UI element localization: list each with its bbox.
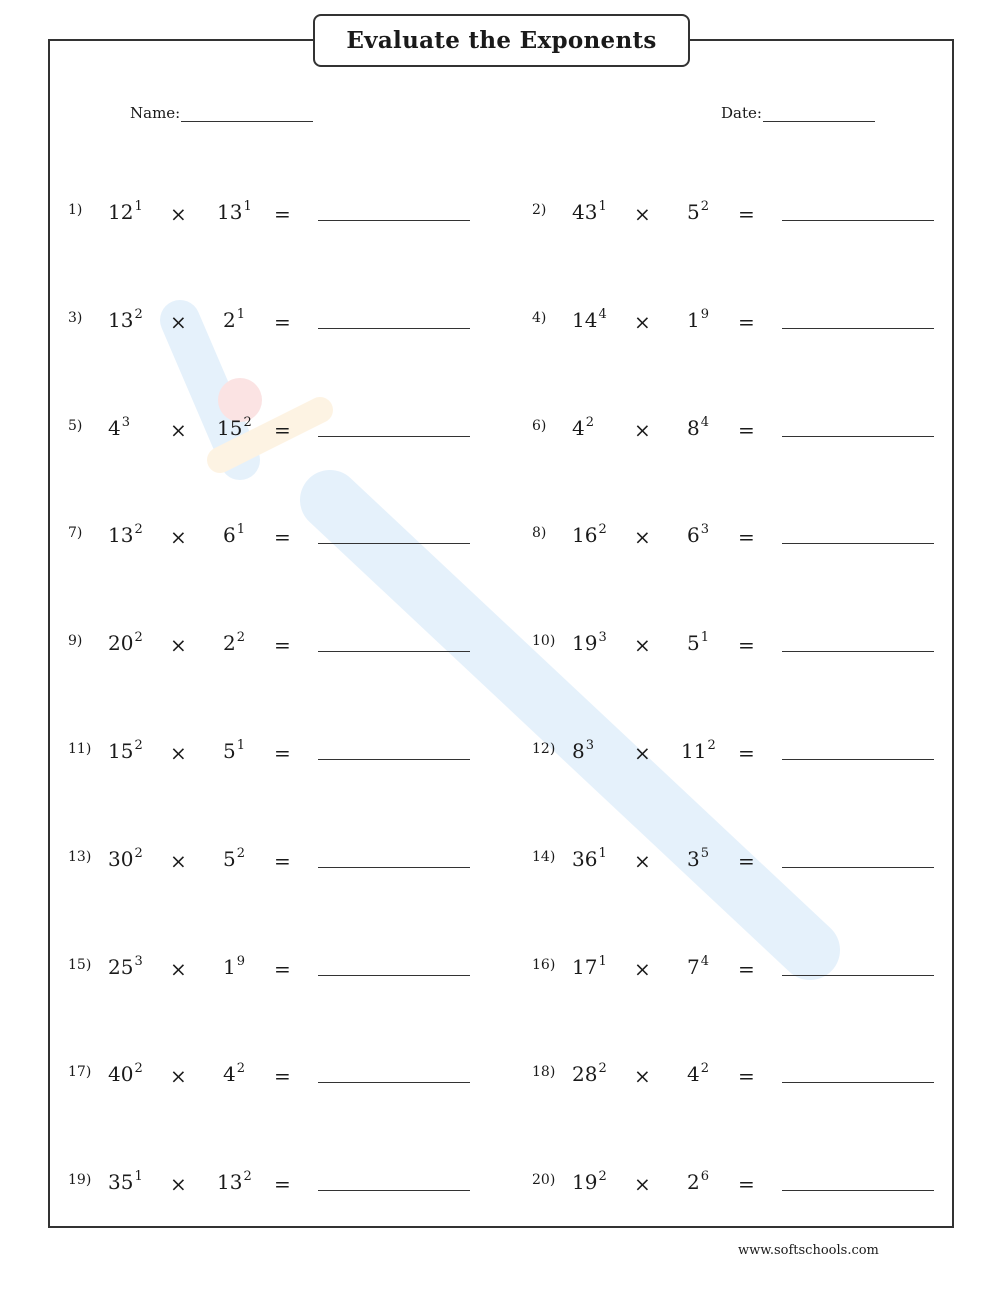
name-input-line[interactable] <box>181 107 313 122</box>
equals-sign: = <box>274 1172 291 1197</box>
answer-line[interactable] <box>318 306 470 329</box>
second-term: $5^2$ <box>223 845 246 871</box>
equals-sign: = <box>274 741 291 765</box>
problem-number: 4) <box>532 309 547 326</box>
second-term: $5^1$ <box>687 630 710 656</box>
problem-7 <box>68 515 498 555</box>
second-term: $11^2$ <box>681 738 716 763</box>
times-sign: × <box>170 202 187 226</box>
second-exponent: 5 <box>700 845 710 861</box>
times-sign: × <box>170 956 187 981</box>
second-exponent: 2 <box>243 414 252 430</box>
first-term: $19^3$ <box>572 630 607 656</box>
problem-2 <box>532 192 962 232</box>
answer-line[interactable] <box>318 737 470 760</box>
equals-sign: = <box>274 525 291 550</box>
equals-sign: = <box>738 741 755 765</box>
second-exponent: 4 <box>700 414 710 430</box>
times-sign: × <box>170 417 187 442</box>
problem-number: 1) <box>68 202 83 218</box>
first-exponent: 3 <box>585 738 595 753</box>
problem-number: 18) <box>532 1064 556 1081</box>
problem-16 <box>532 947 962 987</box>
second-term: $2^6$ <box>687 1169 710 1195</box>
answer-line[interactable] <box>782 306 934 329</box>
second-exponent: 1 <box>243 199 252 214</box>
problem-number: 17) <box>68 1064 92 1081</box>
first-term: $8^3$ <box>572 738 595 763</box>
times-sign: × <box>170 309 187 334</box>
first-exponent: 2 <box>585 414 595 430</box>
second-exponent: 2 <box>236 630 246 646</box>
first-exponent: 2 <box>134 845 143 861</box>
answer-line[interactable] <box>782 198 934 221</box>
name-field <box>130 104 313 122</box>
problem-19 <box>68 1162 498 1202</box>
answer-line[interactable] <box>318 1168 470 1191</box>
first-exponent: 3 <box>134 953 143 969</box>
first-exponent: 2 <box>134 306 143 322</box>
equals-sign: = <box>738 848 755 873</box>
times-sign: × <box>170 848 187 873</box>
first-term: $16^2$ <box>572 522 607 548</box>
problem-number: 13) <box>68 848 92 865</box>
answer-line[interactable] <box>782 1168 934 1191</box>
second-term: $6^3$ <box>687 522 710 548</box>
second-term: $15^2$ <box>217 414 252 440</box>
equals-sign: = <box>738 417 755 442</box>
second-exponent: 9 <box>236 953 246 969</box>
problem-12 <box>532 731 962 771</box>
date-input-line[interactable] <box>763 107 875 122</box>
problem-20 <box>532 1162 962 1202</box>
problem-number: 16) <box>532 956 556 973</box>
problem-number: 19) <box>68 1172 92 1189</box>
answer-line[interactable] <box>782 737 934 760</box>
times-sign: × <box>170 1064 187 1089</box>
times-sign: × <box>634 848 651 873</box>
problem-number: 7) <box>68 525 83 542</box>
equals-sign: = <box>274 956 291 981</box>
first-exponent: 2 <box>134 630 143 646</box>
answer-line[interactable] <box>782 414 934 437</box>
first-term: $13^2$ <box>108 522 143 548</box>
first-exponent: 2 <box>134 1061 143 1077</box>
answer-line[interactable] <box>318 953 470 976</box>
times-sign: × <box>634 525 651 550</box>
answer-line[interactable] <box>782 845 934 868</box>
problem-number: 15) <box>68 956 92 973</box>
equals-sign: = <box>738 1172 755 1197</box>
second-term: $6^1$ <box>223 522 246 548</box>
second-exponent: 4 <box>700 953 710 969</box>
problem-number: 12) <box>532 741 556 757</box>
first-term: $28^2$ <box>572 1061 607 1087</box>
problem-number: 2) <box>532 202 547 218</box>
equals-sign: = <box>274 1064 291 1089</box>
second-term: $2^1$ <box>223 306 246 332</box>
answer-line[interactable] <box>318 414 470 437</box>
second-exponent: 2 <box>243 1169 252 1185</box>
worksheet-title: Evaluate the Exponents <box>313 14 690 67</box>
times-sign: × <box>170 741 187 765</box>
first-exponent: 1 <box>134 1169 143 1185</box>
second-exponent: 2 <box>700 199 710 214</box>
second-term: $4^2$ <box>223 1061 246 1087</box>
second-term: $8^4$ <box>687 414 710 440</box>
first-term: $12^1$ <box>108 199 143 224</box>
answer-line[interactable] <box>782 521 934 544</box>
problem-number: 8) <box>532 525 547 542</box>
second-exponent: 2 <box>236 845 246 861</box>
problem-14 <box>532 839 962 879</box>
times-sign: × <box>634 1064 651 1089</box>
equals-sign: = <box>274 417 291 442</box>
times-sign: × <box>634 202 651 226</box>
first-exponent: 2 <box>598 1169 607 1185</box>
problem-number: 11) <box>68 741 92 757</box>
first-exponent: 2 <box>598 522 607 538</box>
footer-url: www.softschools.com <box>738 1243 879 1258</box>
first-term: $35^1$ <box>108 1169 143 1195</box>
equals-sign: = <box>738 202 755 226</box>
times-sign: × <box>170 633 187 658</box>
times-sign: × <box>634 956 651 981</box>
first-exponent: 2 <box>598 1061 607 1077</box>
second-exponent: 9 <box>700 306 710 322</box>
problem-18 <box>532 1054 962 1094</box>
first-exponent: 1 <box>598 199 607 214</box>
problem-3 <box>68 300 498 340</box>
problem-10 <box>532 623 962 663</box>
second-exponent: 1 <box>236 738 246 753</box>
problem-number: 3) <box>68 309 83 326</box>
equals-sign: = <box>274 633 291 658</box>
second-term: $3^5$ <box>687 845 710 871</box>
answer-line[interactable] <box>782 953 934 976</box>
equals-sign: = <box>738 956 755 981</box>
second-term: $2^2$ <box>223 630 246 656</box>
first-term: $30^2$ <box>108 845 143 871</box>
first-term: $40^2$ <box>108 1061 143 1087</box>
problem-17 <box>68 1054 498 1094</box>
second-term: $13^1$ <box>217 199 252 224</box>
first-term: $4^3$ <box>108 414 131 440</box>
answer-line[interactable] <box>318 629 470 652</box>
times-sign: × <box>634 633 651 658</box>
first-exponent: 1 <box>134 199 143 214</box>
second-exponent: 1 <box>700 630 710 646</box>
equals-sign: = <box>274 202 291 226</box>
date-label: Date: <box>721 104 762 122</box>
times-sign: × <box>170 1172 187 1197</box>
first-term: $4^2$ <box>572 414 595 440</box>
problem-number: 5) <box>68 417 83 434</box>
equals-sign: = <box>738 633 755 658</box>
first-term: $15^2$ <box>108 738 143 763</box>
first-exponent: 4 <box>598 306 607 322</box>
answer-line[interactable] <box>782 1060 934 1083</box>
first-exponent: 1 <box>598 845 607 861</box>
first-exponent: 1 <box>598 953 607 969</box>
answer-line[interactable] <box>318 845 470 868</box>
problem-11 <box>68 731 498 771</box>
first-term: $43^1$ <box>572 199 607 224</box>
times-sign: × <box>170 525 187 550</box>
second-term: $4^2$ <box>687 1061 710 1087</box>
first-term: $20^2$ <box>108 630 143 656</box>
problem-15 <box>68 947 498 987</box>
problem-number: 6) <box>532 417 547 434</box>
first-term: $13^2$ <box>108 306 143 332</box>
first-exponent: 3 <box>121 414 131 430</box>
second-term: $1^9$ <box>223 953 246 979</box>
problem-5 <box>68 408 498 448</box>
second-exponent: 6 <box>700 1169 710 1185</box>
second-term: $7^4$ <box>687 953 710 979</box>
answer-line[interactable] <box>318 198 470 221</box>
equals-sign: = <box>274 848 291 873</box>
times-sign: × <box>634 1172 651 1197</box>
name-label: Name: <box>130 104 181 122</box>
first-exponent: 2 <box>134 738 143 753</box>
first-term: $25^3$ <box>108 953 143 979</box>
first-exponent: 3 <box>598 630 607 646</box>
problem-number: 20) <box>532 1172 556 1189</box>
second-term: $1^9$ <box>687 306 710 332</box>
equals-sign: = <box>274 309 291 334</box>
first-term: $14^4$ <box>572 306 607 332</box>
problem-number: 10) <box>532 633 556 650</box>
second-term: $5^1$ <box>223 738 246 763</box>
second-exponent: 1 <box>236 306 246 322</box>
problem-1 <box>68 192 498 232</box>
equals-sign: = <box>738 309 755 334</box>
answer-line[interactable] <box>318 521 470 544</box>
problem-4 <box>532 300 962 340</box>
problem-13 <box>68 839 498 879</box>
times-sign: × <box>634 741 651 765</box>
second-term: $13^2$ <box>217 1169 252 1195</box>
second-exponent: 2 <box>700 1061 710 1077</box>
problem-number: 14) <box>532 848 556 865</box>
times-sign: × <box>634 417 651 442</box>
second-exponent: 2 <box>236 1061 246 1077</box>
first-exponent: 2 <box>134 522 143 538</box>
first-term: $36^1$ <box>572 845 607 871</box>
problem-8 <box>532 515 962 555</box>
problem-6 <box>532 408 962 448</box>
second-exponent: 3 <box>700 522 710 538</box>
problem-9 <box>68 623 498 663</box>
date-field <box>721 104 875 122</box>
second-term: $5^2$ <box>687 199 710 224</box>
equals-sign: = <box>738 525 755 550</box>
equals-sign: = <box>738 1064 755 1089</box>
second-exponent: 1 <box>236 522 246 538</box>
times-sign: × <box>634 309 651 334</box>
second-exponent: 2 <box>707 738 716 753</box>
problem-number: 9) <box>68 633 83 650</box>
answer-line[interactable] <box>318 1060 470 1083</box>
answer-line[interactable] <box>782 629 934 652</box>
first-term: $17^1$ <box>572 953 607 979</box>
first-term: $19^2$ <box>572 1169 607 1195</box>
